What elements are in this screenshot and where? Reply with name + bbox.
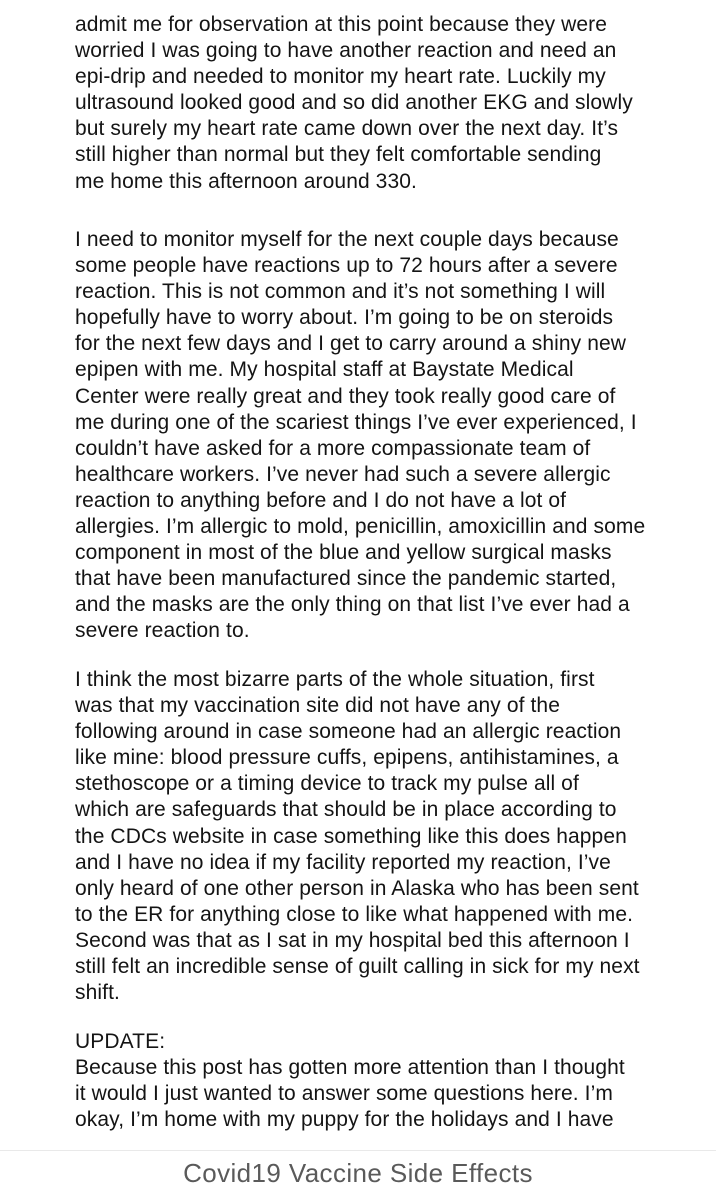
text-line: admit me for observation at this point because they were xyxy=(75,13,608,36)
text-line: it would I just wanted to answer some questions here. I’m xyxy=(75,1082,613,1106)
text-line: UPDATE: xyxy=(75,1030,166,1053)
text-line: Second was that as I sat in my hospital bed this afternoon I xyxy=(75,928,630,952)
paragraph-update xyxy=(75,1029,625,1133)
text-line: that have been manufactured since the pandemic started, xyxy=(75,567,617,591)
paragraph-bizarre-parts xyxy=(75,667,640,1006)
text-line: which are safeguards that should be in place according to xyxy=(75,798,617,822)
text-line: ultrasound looked good and so did another EKG and slowly xyxy=(75,91,633,115)
text-line: Center were really great and they took really good care of xyxy=(75,384,616,408)
text-line: shift. xyxy=(75,981,120,1005)
text-line: for the next few days and I get to carry around a shiny new xyxy=(75,332,627,356)
text-line: hopefully have to worry about. I’m going to be on steroids xyxy=(75,306,614,330)
text-line: and the masks are the only thing on that list I’ve ever had a xyxy=(75,593,630,617)
text-line: severe reaction to. xyxy=(75,619,250,643)
text-line: the CDCs website in case something like this does happen xyxy=(75,824,627,848)
text-line: worried I was going to have another reaction and need an xyxy=(75,39,617,63)
text-line: healthcare workers. I’ve never had such a severe allergic xyxy=(75,462,611,486)
text-line: I need to monitor myself for the next couple days because xyxy=(75,228,619,251)
text-line: still felt an incredible sense of guilt calling in sick for my next xyxy=(75,955,640,979)
text-line: okay, I’m home with my puppy for the holidays and I have xyxy=(75,1108,614,1132)
text-line: component in most of the blue and yellow surgical masks xyxy=(75,541,612,565)
caption-text: Covid19 Vaccine Side Effects xyxy=(183,1158,533,1188)
text-line: me during one of the scariest things I’ve ever experienced, I xyxy=(75,410,637,434)
text-line: some people have reactions up to 72 hours after a severe xyxy=(75,254,618,278)
text-line: only heard of one other person in Alaska who has been sent xyxy=(75,876,639,900)
paragraph-monitoring xyxy=(75,227,645,645)
text-line: epipen with me. My hospital staff at Baystate Medical xyxy=(75,358,574,382)
text-line: me home this afternoon around 330. xyxy=(75,169,417,193)
text-line: and I have no idea if my facility reported my reaction, I’ve xyxy=(75,850,611,874)
text-line: following around in case someone had an allergic reaction xyxy=(75,720,622,744)
text-line: but surely my heart rate came down over the next day. It’s xyxy=(75,117,619,141)
text-line: epi-drip and needed to monitor my heart rate. Luckily my xyxy=(75,65,606,89)
text-line: reaction. This is not common and it’s not something I will xyxy=(75,280,606,304)
text-line: like mine: blood pressure cuffs, epipens, antihistamines, a xyxy=(75,746,619,770)
text-line: couldn’t have asked for a more compassionate team of xyxy=(75,436,591,460)
text-line: allergies. I’m allergic to mold, penicillin, amoxicillin and some xyxy=(75,515,646,539)
paragraph-observation xyxy=(75,12,633,195)
text-line: Because this post has gotten more attention than I thought xyxy=(75,1056,625,1080)
caption-bar xyxy=(0,1150,716,1200)
text-line: reaction to anything before and I do not have a lot of xyxy=(75,488,567,512)
text-line: stethoscope or a timing device to track my pulse all of xyxy=(75,772,579,796)
text-line: was that my vaccination site did not have any of the xyxy=(75,694,560,718)
text-line: I think the most bizarre parts of the whole situation, first xyxy=(75,668,595,691)
text-line: still higher than normal but they felt comfortable sending xyxy=(75,143,602,167)
text-line: to the ER for anything close to like what happened with me. xyxy=(75,902,634,926)
